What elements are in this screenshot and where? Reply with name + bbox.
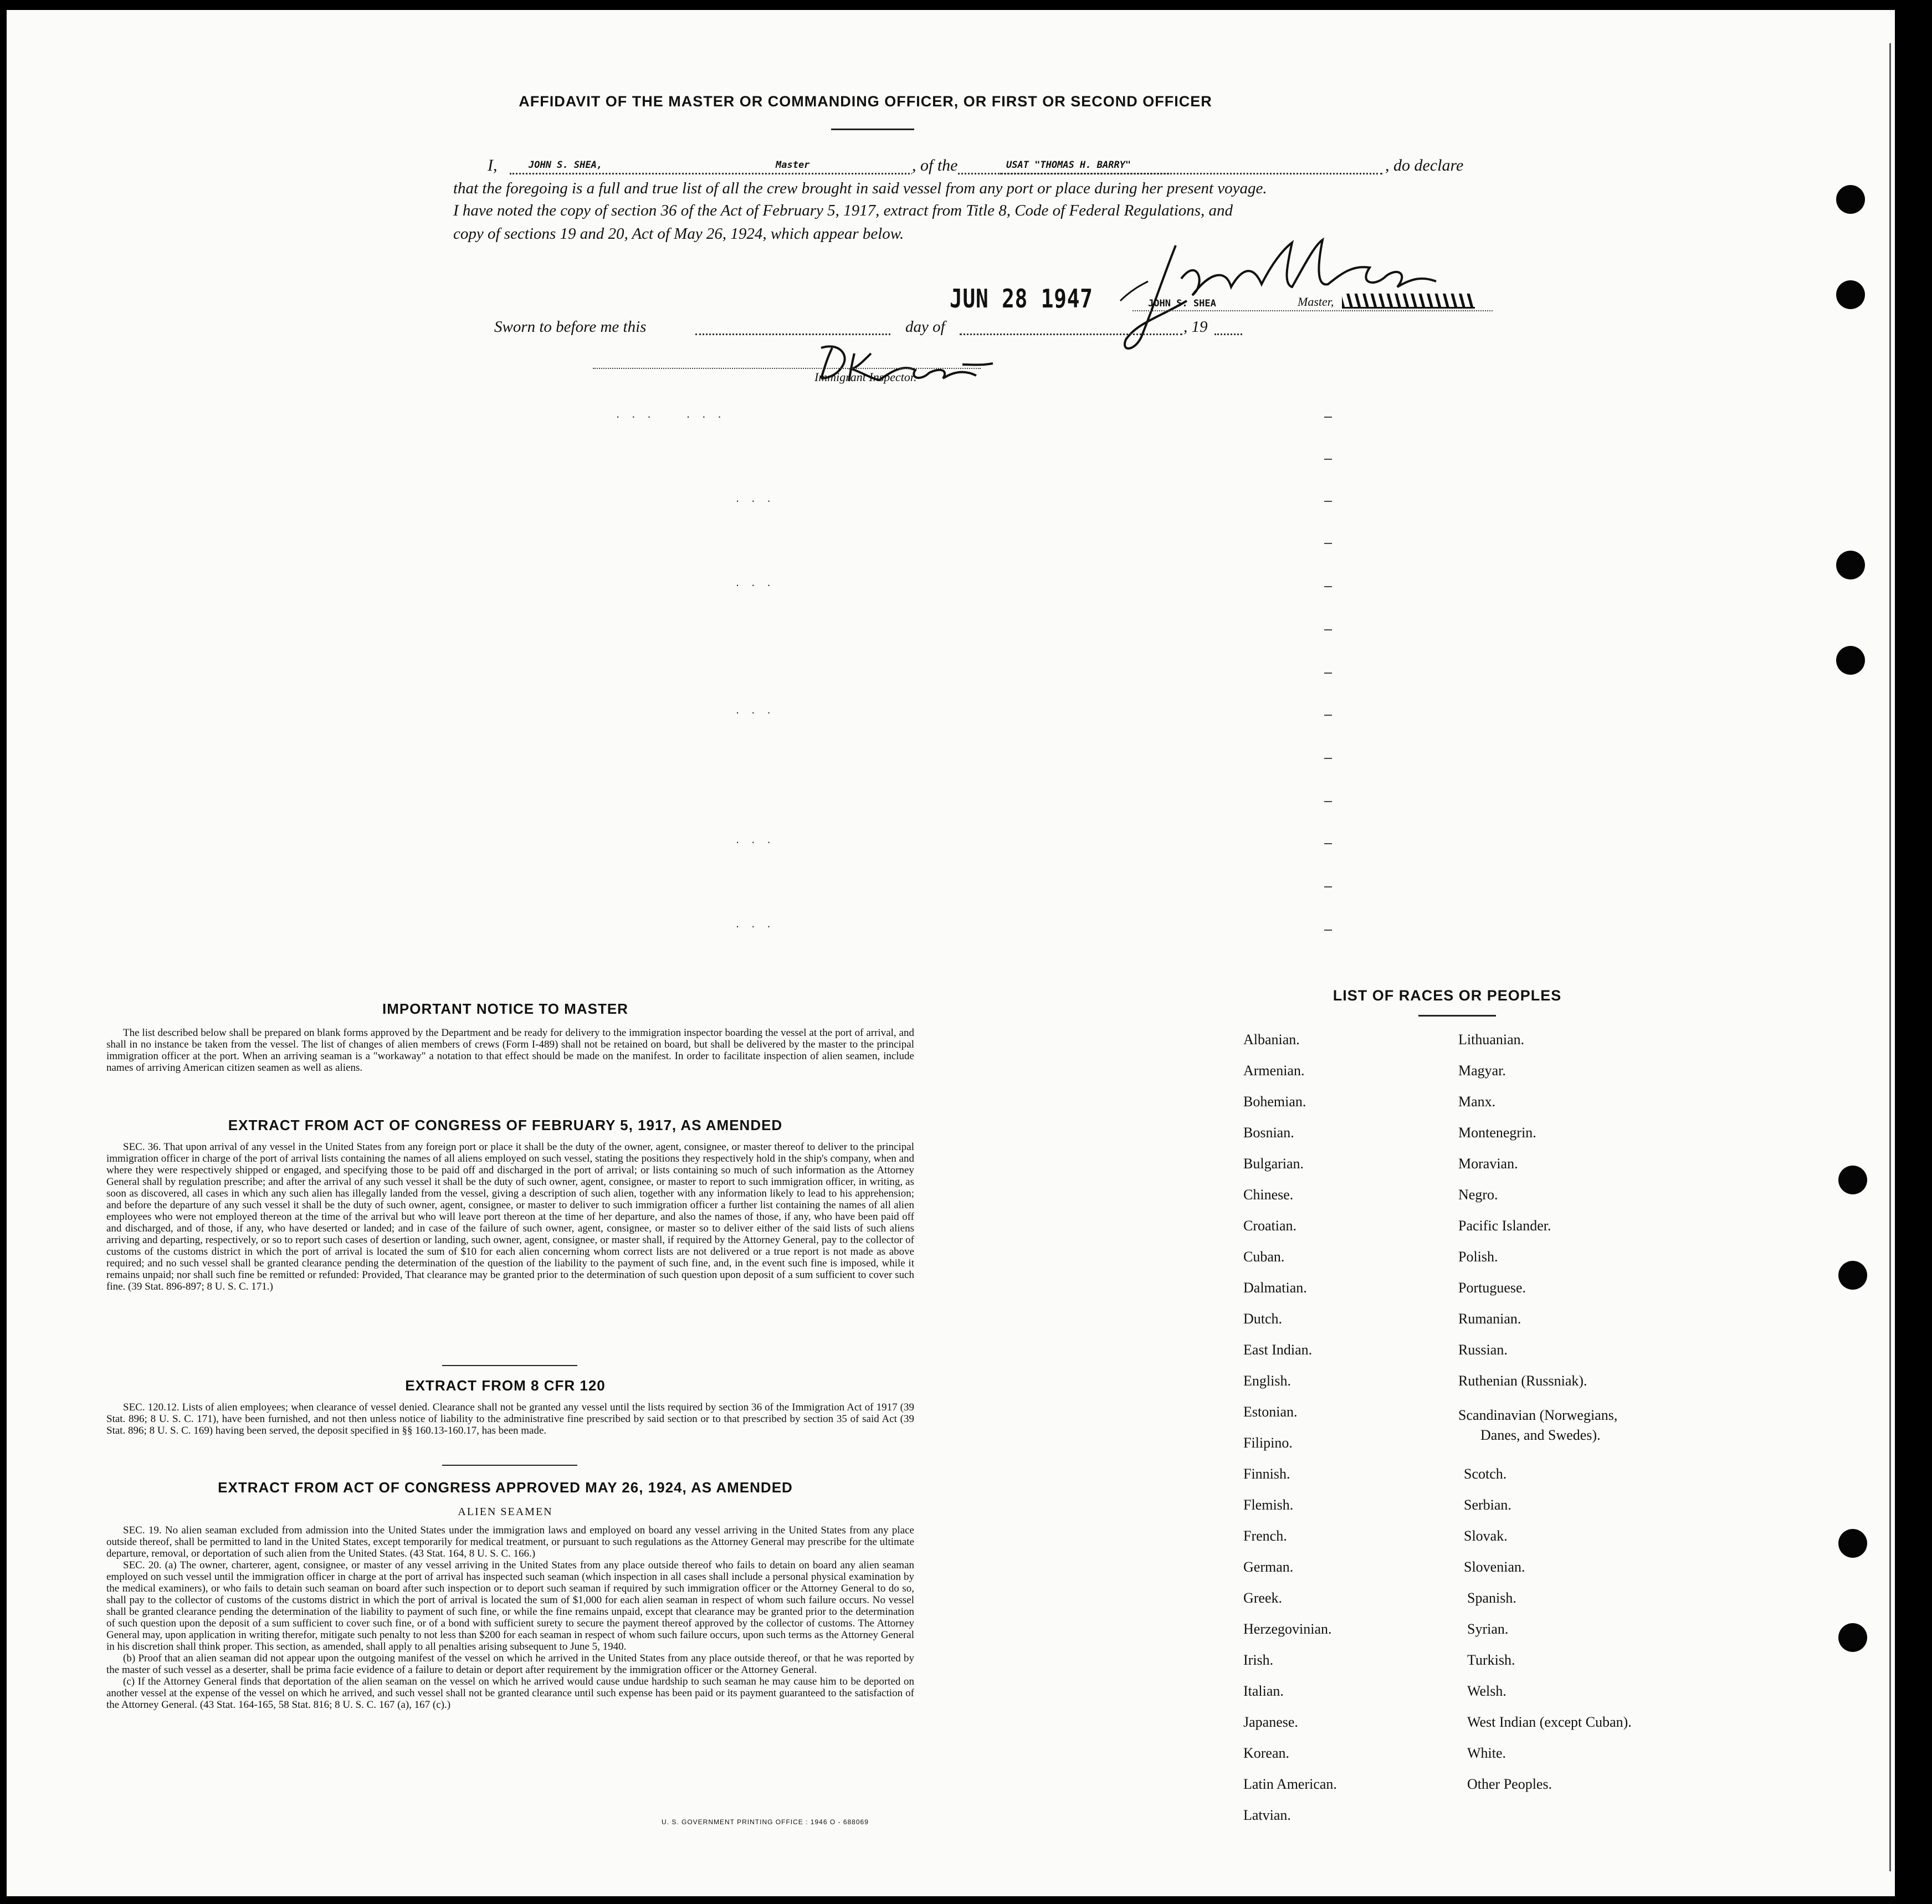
master-name: JOHN S. SHEA, <box>526 160 604 171</box>
race-item: Lithuanian. <box>1458 1031 1525 1048</box>
race-item: Rumanian. <box>1458 1311 1521 1327</box>
faint-dot-marks: . . . <box>736 491 775 505</box>
extract-1924-title: EXTRACT FROM ACT OF CONGRESS APPROVED MAY 26, 1924, AS AMENDED <box>218 1479 793 1496</box>
race-item: Ruthenian (Russniak). <box>1458 1373 1587 1389</box>
faint-tick <box>1324 758 1332 759</box>
race-item: East Indian. <box>1243 1342 1313 1358</box>
punch-hole <box>1836 551 1865 579</box>
race-item: Montenegrin. <box>1458 1125 1536 1141</box>
faint-dot-marks: . . . . . . <box>616 407 726 420</box>
race-item: Turkish. <box>1467 1652 1515 1668</box>
extract-1924-sec20c: (c) If the Attorney General finds that deportation of the alien seaman on the vessel on which he arrived would cause undue hardship to such seaman he may cause him to be deported on another vessel at the expense of the vessel on which he arrived, and such vessel shall not be granted clearance until such expense has been paid or its payment guaranteed to the satisfaction of the Attorney General. (43 Stat. 164-165, 58 Stat. 816; 8 U. S. C. 167 (a), 167 (c).) <box>106 1676 914 1711</box>
title-rule <box>831 129 914 130</box>
extract-1924-sec19: SEC. 19. No alien seaman excluded from admission into the United States under the immigration laws and employed on board any vessel arriving in the United States from any place outside thereof, shall be permitted to land in the United States, except temporarily for medical treatment, or pursuant to such regulations as the Attorney General may prescribe for the ultimate departure, removal, or deportation of such alien from the United States. (43 Stat. 164, 8 U. S. C. 166.) <box>106 1525 914 1559</box>
redaction-marks <box>1342 294 1475 309</box>
race-item: Irish. <box>1243 1652 1274 1668</box>
race-item: Negro. <box>1458 1187 1498 1203</box>
vessel-blank <box>1000 173 1382 175</box>
race-item: Bosnian. <box>1243 1125 1294 1141</box>
page-edge-line <box>1889 43 1891 1871</box>
affidavit-line3: I have noted the copy of section 36 of the Act of February 5, 1917, extract from Title 8, Code of Federal Regulations, and <box>453 202 1233 219</box>
race-item: Scandinavian (Norwegians, <box>1458 1407 1618 1423</box>
master-label: Master, <box>1298 295 1334 309</box>
extract-1924-text <box>106 1525 914 1711</box>
faint-tick <box>1324 586 1332 587</box>
race-item: Danes, and Swedes). <box>1480 1427 1601 1443</box>
race-item: Scotch. <box>1464 1466 1507 1482</box>
race-item: Flemish. <box>1243 1497 1294 1513</box>
do-declare-label: , do declare <box>1385 156 1464 175</box>
race-item: Latvian. <box>1243 1807 1291 1823</box>
faint-tick <box>1324 543 1332 544</box>
faint-tick <box>1324 673 1332 674</box>
race-item: West Indian (except Cuban). <box>1467 1714 1632 1730</box>
race-item: Polish. <box>1458 1249 1498 1265</box>
document-page <box>7 10 1895 1896</box>
race-item: Magyar. <box>1458 1063 1506 1079</box>
race-item: French. <box>1243 1528 1287 1544</box>
race-item: Finnish. <box>1243 1466 1290 1482</box>
faint-tick <box>1324 886 1332 887</box>
race-item: Russian. <box>1458 1342 1508 1358</box>
race-item: Italian. <box>1243 1683 1284 1699</box>
race-item: Japanese. <box>1243 1714 1298 1730</box>
extract-1924-sec20a: SEC. 20. (a) The owner, charterer, agent, consignee, or master of any vessel arriving in the United States from any place outside thereof who fails to detain on board any alien seaman employed on such vessel until the immigration officer in charge at the port of arrival has inspected such seaman (which inspection in all cases shall include a personal physical examination by the medical examiners), or who fails to detain such seaman on board after such inspection or to deport such seaman if required by such immigration officer or the Attorney General to do so, shall pay to the collector of customs of the customs district in which the port of arrival is located the sum of $1,000 for each alien seaman in respect of whom such failure occurs. No vessel shall be granted clearance pending the determination of the liability to payment of such fine, or while the fine remains unpaid, except that clearance may be granted prior to the determination of such question upon the deposit of a sum sufficient to cover such fine, or of a bond with sufficient surety to secure the payment thereof approved by the collector of customs. The Attorney General may, upon application in writing therefor, mitigate such penalty to not less than $200 for each seaman in respect of whom such failure occurs, upon such terms as the Attorney General in his discretion shall think proper. This section, as amended, shall apply to all penalties arising subsequent to June 5, 1940. <box>106 1559 914 1652</box>
extract-1924-subtitle: ALIEN SEAMEN <box>458 1506 553 1518</box>
punch-hole <box>1836 646 1865 675</box>
date-stamp: JUN 28 1947 <box>950 284 1093 314</box>
race-item: Pacific Islander. <box>1458 1218 1551 1234</box>
punch-hole <box>1838 1623 1867 1652</box>
extract-1917-title: EXTRACT FROM ACT OF CONGRESS OF FEBRUARY 5, 1917, AS AMENDED <box>228 1117 783 1133</box>
race-item: Bohemian. <box>1243 1094 1306 1110</box>
race-item: Estonian. <box>1243 1404 1298 1420</box>
faint-dot-marks: . . . <box>736 832 775 846</box>
vessel-name: USAT "THOMAS H. BARRY" <box>1004 160 1133 171</box>
faint-tick <box>1324 801 1332 802</box>
race-item: Slovak. <box>1464 1528 1508 1544</box>
race-item: Korean. <box>1243 1745 1290 1761</box>
races-title-rule <box>1418 1015 1496 1017</box>
punch-hole <box>1838 1261 1867 1290</box>
extract-cfr-text: SEC. 120.12. Lists of alien employees; when clearance of vessel denied. Clearance shall not be granted any vessel until the lists required by section 36 of the Immigration Act of 1917 (39 Stat. 896; 8 U. S. C. 171), have been furnished, and not then unless notice of liability to the administrative fine prescribed by said section or to that prescribed by section 35 of said Act (39 Stat. 896; 8 U. S. C. 169) having been served, the deposit specified in §§ 160.13-160.17, has been made. <box>106 1402 914 1436</box>
race-item: Armenian. <box>1243 1063 1305 1079</box>
race-item: German. <box>1243 1559 1294 1575</box>
faint-tick <box>1324 843 1332 844</box>
affidavit-line2: that the foregoing is a full and true list of all the crew brought in said vessel from any port or place during her present voyage. <box>453 179 1267 197</box>
race-item: Welsh. <box>1467 1683 1506 1699</box>
race-item: Filipino. <box>1243 1435 1293 1451</box>
sworn-year-blank <box>1214 333 1242 335</box>
race-item: Dutch. <box>1243 1311 1283 1327</box>
races-title: LIST OF RACES OR PEOPLES <box>1333 987 1562 1004</box>
extract-1917-text: SEC. 36. That upon arrival of any vessel in the United States from any foreign port or place it shall be the duty of the owner, agent, consignee, or master thereof to deliver to the principal immigration officer in charge of the port of arrival lists containing the names of all aliens employed on such vessel, stating the positions they respectively hold in the ship's company, when and where they were respectively shipped or engaged, and specifying those to be paid off and discharged in the port of arrival; or lists containing so much of such information as the Attorney General shall by regulation prescribe; and after the arrival of any such vessel it shall be the duty of such owner, agent, consignee, or master to report to such immigration officer, in writing, as soon as discovered, all cases in which any such alien has illegally landed from the vessel, giving a description of such alien, together with any information likely to lead to his apprehension; and before the departure of any such vessel it shall be the duty of such owner, agent, consignee, or master to deliver to such immigration officer a further list containing the names of all alien employees who were not employed thereon at the time of the arrival but who will leave port thereon at the time of her departure, and also the names of those, if any, who have been paid off and discharged, and of those, if any, who have deserted or landed; and in case of the failure of such owner, agent, consignee, or master so to deliver either of the said lists of such aliens arriving and departing, respectively, or so to report such cases of desertion or landing, such owner, agent, consignee, or master shall, if required by the Attorney General, pay to the collector of customs of the customs district in which the port of arrival is located the sum of $10 for each alien concerning whom correct lists are not delivered or a true report is not made as above required; and no such vessel shall be granted clearance pending the determination of the question of the liability to the payment of such fine, and, in the event such fine is imposed, while it remains unpaid; nor shall such fine be remitted or refunded: Provided, That clearance may be granted prior to the determination of such question upon deposit of a sum sufficient to cover such fine. (39 Stat. 896-897; 8 U. S. C. 171.) <box>106 1141 914 1292</box>
pronoun-i: I, <box>488 156 498 175</box>
signature-line <box>1132 310 1493 311</box>
race-item: White. <box>1467 1745 1506 1761</box>
faint-tick <box>1324 715 1332 716</box>
race-item: Other Peoples. <box>1467 1776 1552 1792</box>
race-item: Greek. <box>1243 1590 1283 1606</box>
race-item: Manx. <box>1458 1094 1496 1110</box>
sworn-label: Sworn to before me this <box>494 318 647 336</box>
of-the-label: , of the <box>912 156 958 175</box>
signer-typed-name: JOHN S. SHEA <box>1148 298 1216 309</box>
race-item: Latin American. <box>1243 1776 1337 1792</box>
race-item: Bulgarian. <box>1243 1156 1304 1172</box>
day-of-label: day of <box>905 318 945 336</box>
year-prefix: , 19 <box>1183 318 1208 336</box>
faint-tick <box>1324 629 1332 630</box>
extract-1924-sec20b: (b) Proof that an alien seaman did not appear upon the outgoing manifest of the vessel on which he arrived in the United States from any place outside thereof, or that he was reported by the master of such vessel as a deserter, shall be prima facie evidence of a failure to detain or deport after requirement by the immigration officer or the Attorney General. <box>106 1652 914 1676</box>
race-item: Portuguese. <box>1458 1280 1526 1296</box>
race-item: Moravian. <box>1458 1156 1518 1172</box>
race-item: Herzegovinian. <box>1243 1621 1332 1637</box>
faint-tick <box>1324 417 1332 418</box>
section-rule <box>442 1365 577 1366</box>
faint-dot-marks: . . . <box>736 916 775 930</box>
race-item: Chinese. <box>1243 1187 1294 1203</box>
faint-dot-marks: . . . <box>736 702 775 716</box>
punch-hole <box>1836 280 1865 309</box>
race-item: Dalmatian. <box>1243 1280 1307 1296</box>
race-item: Serbian. <box>1464 1497 1511 1513</box>
inspector-label: Immigrant Inspector. <box>814 370 917 384</box>
notice-text: The list described below shall be prepared on blank forms approved by the Department and be ready for delivery to the immigration inspector boarding the vessel at the port of arrival, and shall in no instance be taken from the vessel. The list of changes of alien members of crews (Form I-489) shall not be retained on board, but shall be delivered by the master to the principal immigration officer at the port. When an arriving seaman is a "workaway" a notation to that effect should be made on the manifest. In order to facilitate inspection of alien seamen, include names of arriving American citizen seamen as well as aliens. <box>106 1027 914 1074</box>
race-item: Spanish. <box>1467 1590 1516 1606</box>
section-rule <box>442 1465 577 1466</box>
race-item: Cuban. <box>1243 1249 1285 1265</box>
race-item: Slovenian. <box>1464 1559 1525 1575</box>
printer-imprint: U. S. GOVERNMENT PRINTING OFFICE : 1946 O - 688069 <box>662 1818 869 1826</box>
race-item: Albanian. <box>1243 1031 1300 1048</box>
master-role: Master <box>773 160 812 171</box>
affidavit-line4: copy of sections 19 and 20, Act of May 26, 1924, which appear below. <box>453 225 904 243</box>
faint-tick <box>1324 930 1332 931</box>
faint-tick <box>1324 501 1332 502</box>
punch-hole <box>1838 1529 1867 1558</box>
race-item: Croatian. <box>1243 1218 1297 1234</box>
extract-cfr-title: EXTRACT FROM 8 CFR 120 <box>405 1377 606 1394</box>
punch-hole <box>1836 185 1865 214</box>
race-item: Syrian. <box>1467 1621 1509 1637</box>
faint-tick <box>1324 459 1332 460</box>
affidavit-line1 <box>488 156 1501 178</box>
inspector-line <box>593 368 981 369</box>
affidavit-title: AFFIDAVIT OF THE MASTER OR COMMANDING OFFICER, OR FIRST OR SECOND OFFICER <box>519 93 1212 110</box>
race-item: English. <box>1243 1373 1291 1389</box>
notice-title: IMPORTANT NOTICE TO MASTER <box>382 1000 628 1017</box>
faint-dot-marks: . . . <box>736 575 775 589</box>
punch-hole <box>1838 1166 1867 1194</box>
